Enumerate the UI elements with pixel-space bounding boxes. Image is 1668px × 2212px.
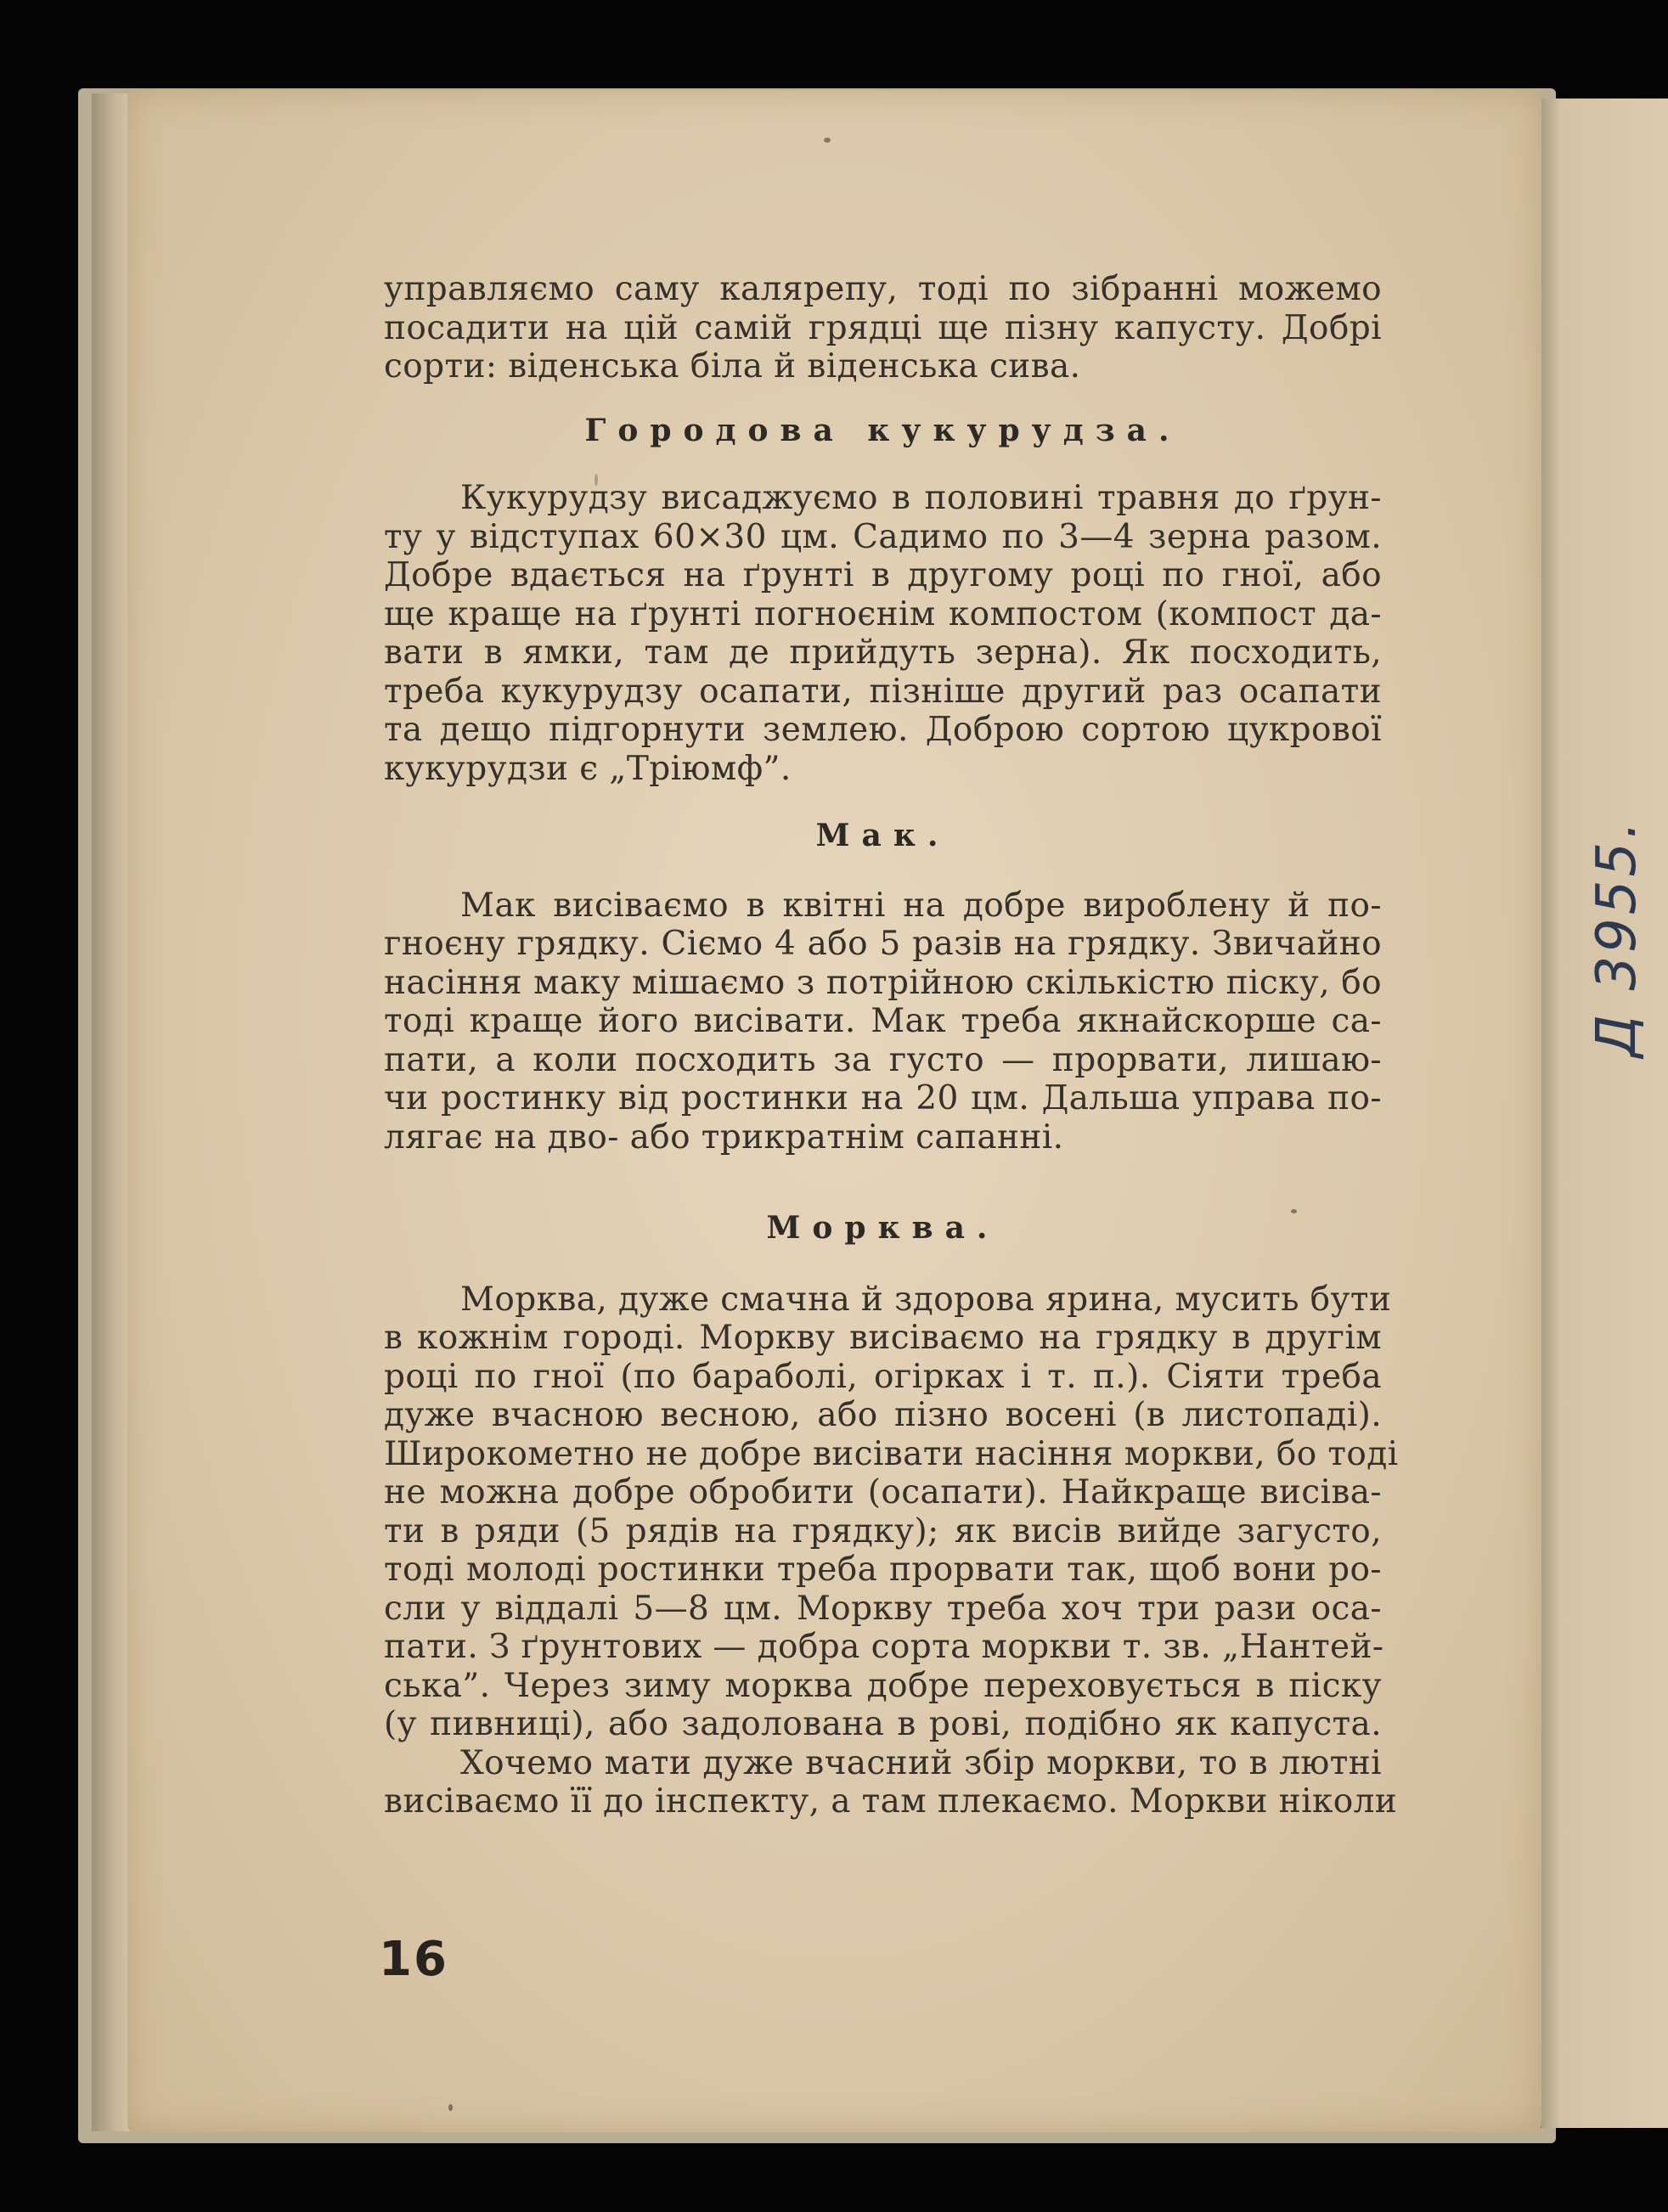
shelfmark-text: Д 3955. [1586, 818, 1648, 1057]
book-left-edge [92, 93, 132, 2131]
library-shelfmark-stamp [1570, 818, 1648, 1087]
text-line: Добре вдається на ґрунті в другому році по гної, або [384, 556, 1382, 594]
text-line: сорти: віденська біла й віденська сива. [384, 347, 1081, 386]
text-line: кукурудзи є „Тріюмф”. [384, 749, 792, 788]
text-line: сли у віддалі 5—8 цм. Моркву треба хоч три рази оса- [384, 1589, 1382, 1628]
text-line: насіння маку мішаємо з потрійною скількістю піску, бо [384, 963, 1382, 1002]
text-line: Широкометно не добре висівати насіння моркви, бо тоді [384, 1434, 1399, 1473]
section-heading: Мак. [815, 818, 950, 853]
text-line: ська”. Через зиму морква добре переховується в піску [384, 1666, 1382, 1705]
text-line: управляємо саму калярепу, тоді по зібранні можемо [384, 270, 1382, 308]
page-number: 16 [379, 1932, 448, 1987]
section-heading: Городова кукурудза. [584, 412, 1181, 448]
text-line: ще краще на ґрунті погноєнім компостом (компост да- [384, 594, 1382, 633]
text-line: чи ростинку від ростинки на 20 цм. Дальша управа по- [384, 1079, 1382, 1117]
text-line: Мак висіваємо в квітні на добре вироблену й по- [460, 886, 1382, 925]
text-line: висіваємо її до інспекту, а там плекаємо. Моркви ніколи [384, 1782, 1398, 1821]
text-line: ту у відступах 60×30 цм. Садимо по 3—4 зерна разом. [384, 517, 1382, 556]
text-line: в кожнім городі. Моркву висіваємо на грядку в другім [384, 1319, 1382, 1357]
paper-speck [1291, 1209, 1297, 1213]
text-line: пати. З ґрунтових — добра сорта моркви т. зв. „Нантей- [384, 1628, 1384, 1666]
text-line: пати, а коли посходить за густо — прорвати, лишаю- [384, 1040, 1382, 1079]
text-line: вати в ямки, там де прийдуть зерна). Як посходить, [384, 633, 1382, 672]
text-line: посадити на цій самій грядці ще пізну капусту. Добрі [384, 308, 1382, 347]
paper-speck [824, 138, 831, 143]
text-line: (у пивниці), або задолована в рові, подібно як капуста. [384, 1705, 1382, 1743]
text-line: році по гної (по бараболі, огірках і т. п.). Сіяти треба [384, 1357, 1382, 1396]
text-line: гноєну грядку. Сіємо 4 або 5 разів на грядку. Звичайно [384, 925, 1382, 963]
page-text [384, 270, 1399, 1821]
text-line: лягає на дво- або трикратнім сапанні. [384, 1117, 1064, 1157]
text-line: Морква, дуже смачна й здорова ярина, мусить бути [460, 1280, 1392, 1319]
paper-speck [595, 474, 598, 486]
text-line: Кукурудзу висаджуємо в половині травня до ґрун- [460, 479, 1382, 517]
text-line: не можна добре обробити (осапати). Найкраще висіва- [384, 1473, 1382, 1511]
text-line: тоді молоді ростинки треба прорвати так, щоб вони ро- [384, 1551, 1382, 1589]
text-line: ти в ряди (5 рядів на грядку); як висів вийде загусто, [384, 1511, 1382, 1551]
text-line: дуже вчасною весною, або пізно восені (в листопаді). [384, 1396, 1382, 1434]
section-heading: Морква. [766, 1210, 1000, 1246]
text-line: треба кукурудзу осапати, пізніше другий раз осапати [384, 672, 1382, 711]
text-line: та дещо підгорнути землею. Доброю сортою цукрової [384, 711, 1382, 749]
facing-page-edge [1539, 98, 1668, 2128]
paper-speck [448, 2104, 453, 2111]
text-line: тоді краще його висівати. Мак треба якнайскорше са- [384, 1002, 1382, 1040]
text-line: Хочемо мати дуже вчасний збір моркви, то в лютні [460, 1743, 1382, 1782]
